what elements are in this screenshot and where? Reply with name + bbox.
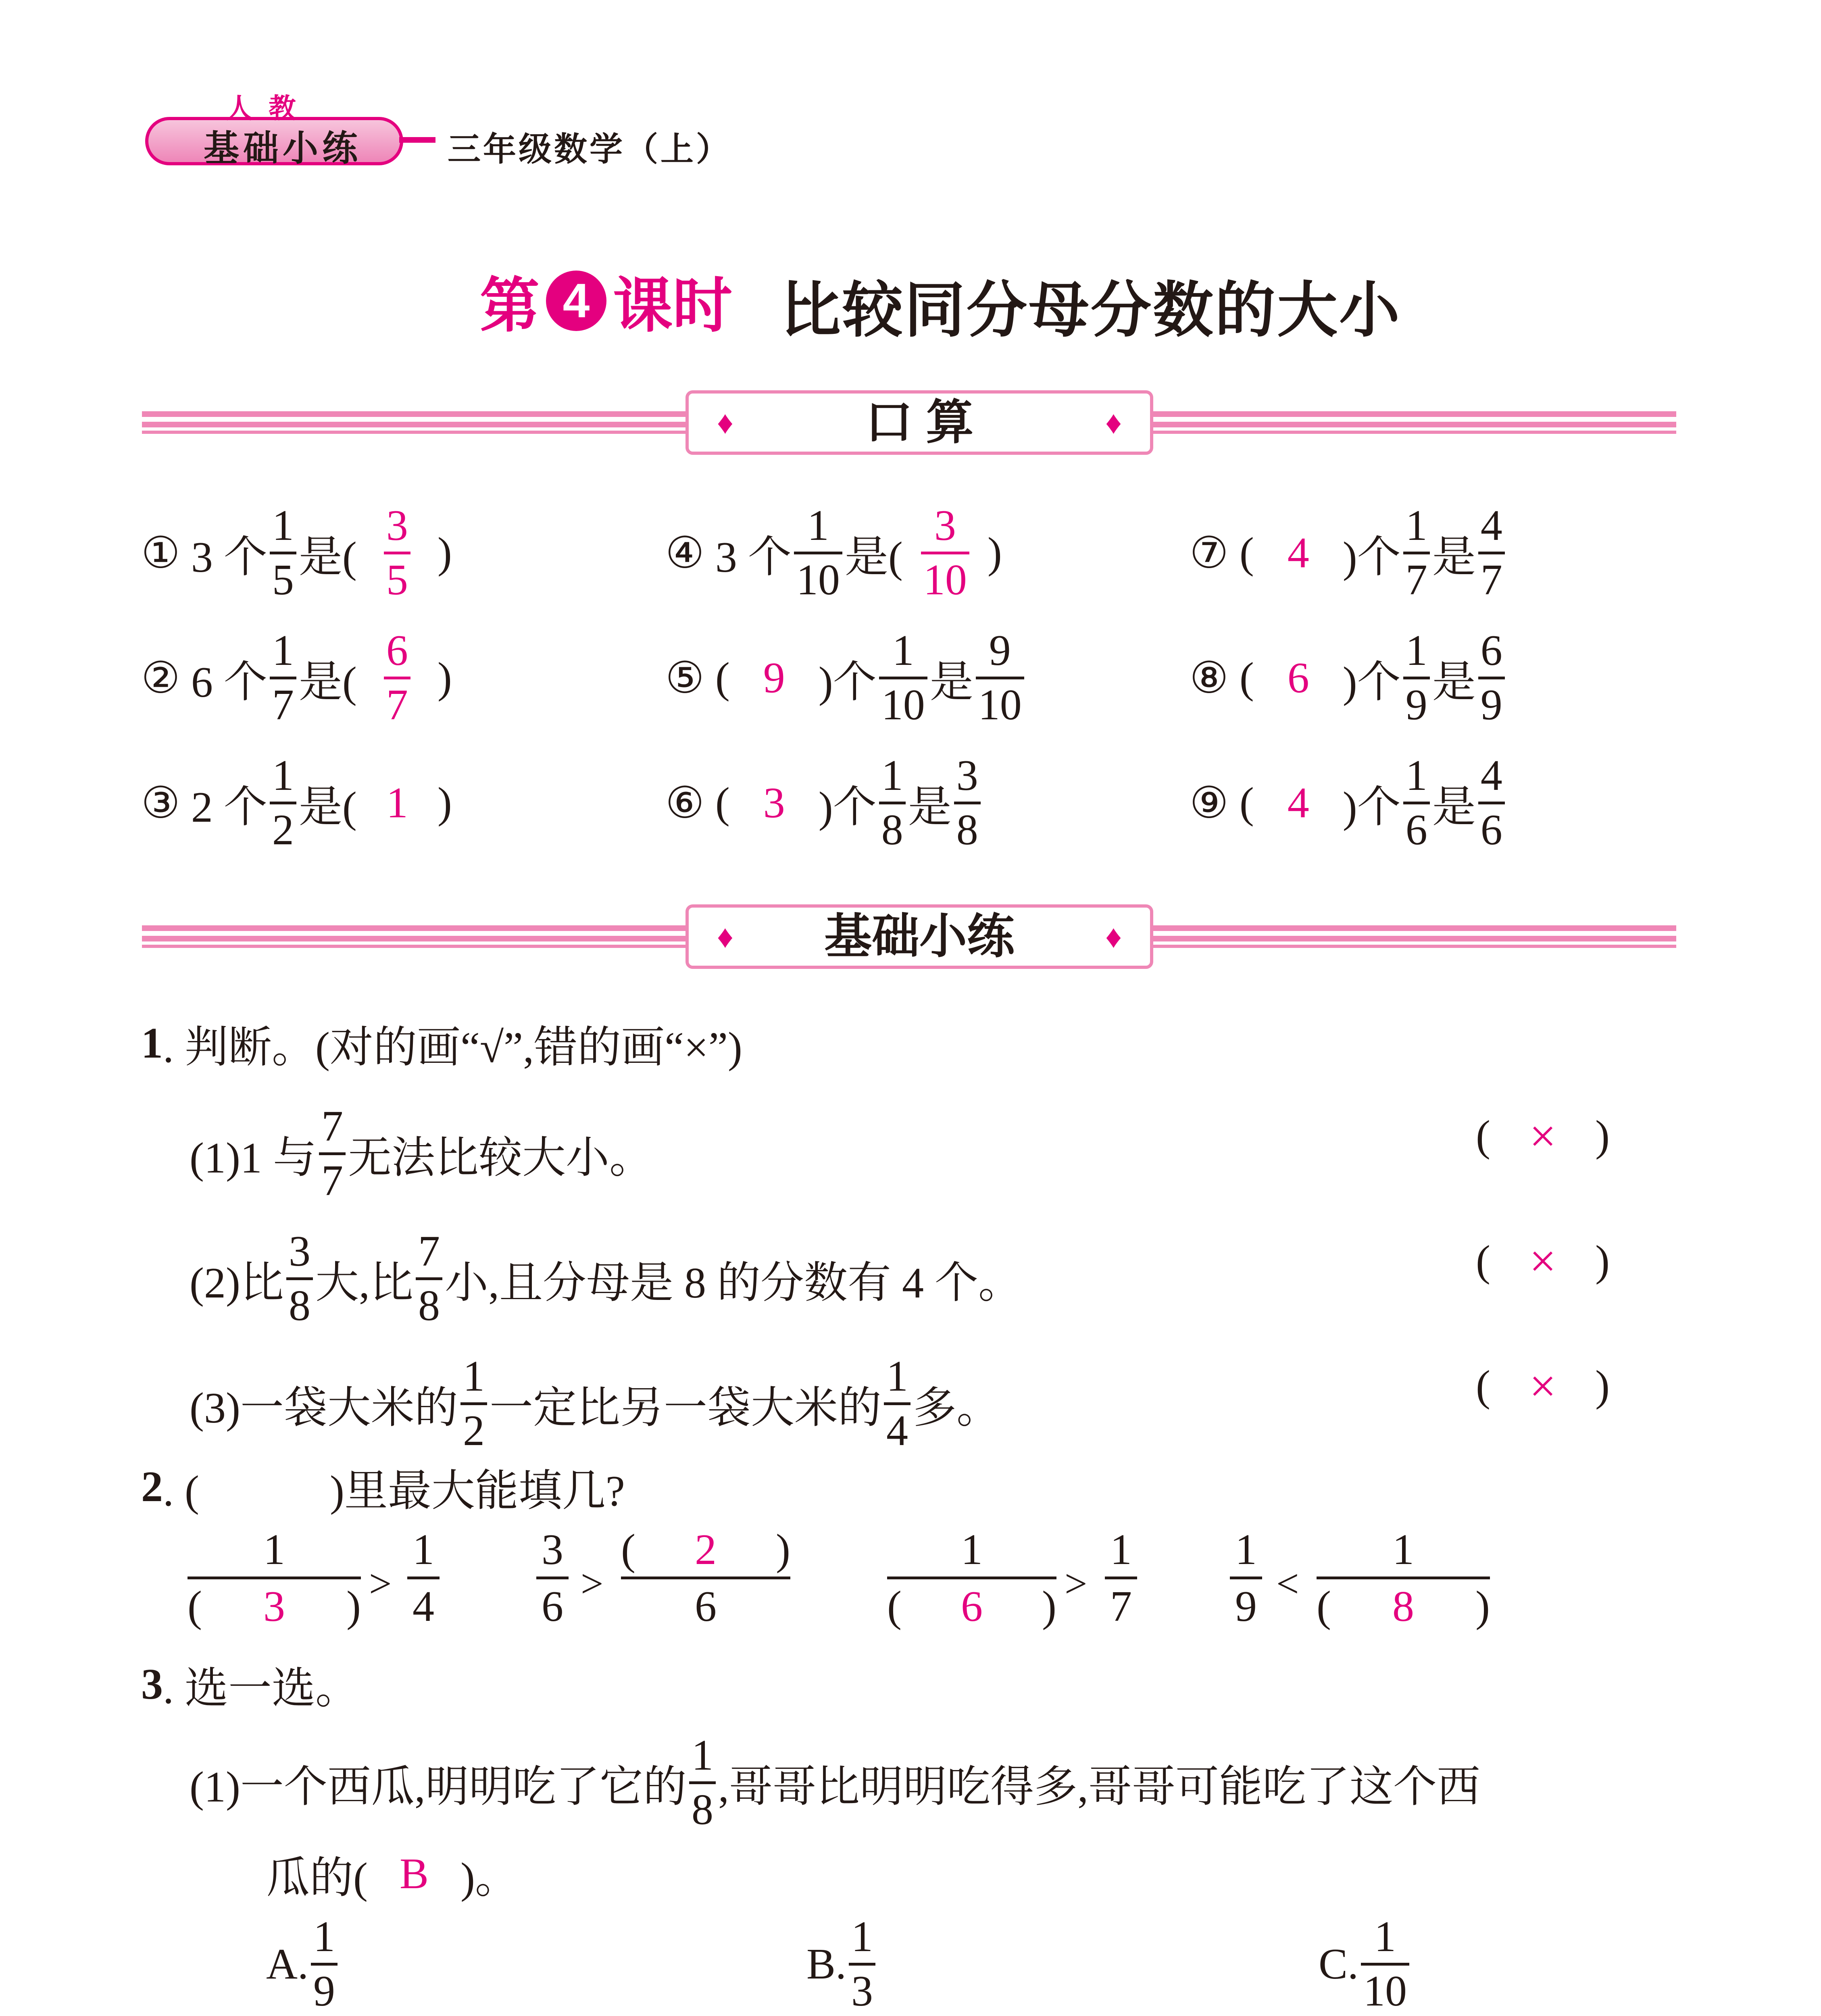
q2-4-right-frac: 1 ( 8 ) bbox=[1317, 1526, 1490, 1631]
q1-item-1: (1)1 与 $\frac{7}{7}$ 无法比较大小。 bbox=[190, 1102, 653, 1205]
oral-item-8: ⑧ ( 6 )个 $\frac{1}{9}$ 是 $\frac{6}{9}$ bbox=[1190, 629, 1507, 727]
lesson-prefix: 第 bbox=[480, 273, 540, 339]
oral-item-2: ② 6 个 $\frac{1}{7}$ 是( $\frac{6}{7}$ ) bbox=[141, 627, 452, 729]
q2-3-left-frac: 1 ( 6 ) bbox=[887, 1526, 1056, 1631]
logo-tail bbox=[399, 137, 435, 143]
section-title-practice: 基础小练 bbox=[824, 910, 1015, 963]
q3-1-option-b: B. $\frac{1}{3}$ bbox=[806, 1915, 878, 2013]
q1-answer-1: ( × ) bbox=[1476, 1110, 1610, 1162]
lesson-suffix: 课时 bbox=[613, 273, 732, 339]
q2-2-right-frac: ( 2 ) 6 bbox=[621, 1526, 790, 1631]
q2-1-operator: > bbox=[369, 1561, 392, 1606]
q1-answer-2: ( × ) bbox=[1476, 1235, 1610, 1287]
grade-label: 三年级数学（上） bbox=[448, 131, 732, 168]
oral-item-5: ⑤ ( 9 )个 $\frac{1}{10}$ 是 $\frac{9}{10}$ bbox=[665, 629, 1027, 727]
q2-2-left-frac: 3 6 bbox=[536, 1528, 569, 1633]
q2-3-operator: > bbox=[1065, 1561, 1088, 1606]
q2-4-operator: < bbox=[1276, 1561, 1299, 1606]
oral-item-3: ③ 2 个 $\frac{1}{2}$ 是( 1 ) bbox=[141, 752, 452, 854]
oral-item-7: ⑦ ( 4 )个 $\frac{1}{7}$ 是 $\frac{4}{7}$ bbox=[1190, 504, 1507, 602]
section-title-oral: 口 算 bbox=[865, 396, 974, 449]
lesson-label bbox=[480, 258, 732, 344]
page-title: 比较同分母分数的大小 bbox=[780, 276, 1402, 344]
question-1-stem: 1 . 判断。(对的画“√”,错的画“×”) bbox=[141, 1019, 742, 1072]
diamond-icon: ♦ bbox=[717, 404, 733, 440]
lesson-number: 4 bbox=[546, 271, 606, 331]
diamond-icon: ♦ bbox=[1105, 404, 1122, 440]
q3-1-option-c: C. $\frac{1}{10}$ bbox=[1319, 1915, 1412, 2013]
q2-4-left-frac: 1 9 bbox=[1230, 1528, 1262, 1633]
logo-series: 基础小练 bbox=[204, 128, 362, 168]
q3-1-option-a: A. $\frac{1}{9}$ bbox=[266, 1915, 340, 2013]
q2-1-left-frac: 1 ( 3 ) bbox=[188, 1526, 361, 1631]
oral-item-4: ④ 3 个 $\frac{1}{10}$ 是( $\frac{3}{10}$ ) bbox=[665, 502, 1002, 604]
section-badge-practice bbox=[685, 904, 1153, 969]
q1-answer-3: ( × ) bbox=[1476, 1360, 1610, 1412]
section-badge-oral bbox=[685, 390, 1153, 455]
question-3-stem: 3 . 选一选。 bbox=[141, 1660, 359, 1713]
logo-publisher: 人教 bbox=[226, 93, 312, 124]
oral-item-9: ⑨ ( 4 )个 $\frac{1}{6}$ 是 $\frac{4}{6}$ bbox=[1190, 754, 1507, 852]
question-2-stem: 2 . ( )里最大能填几? bbox=[141, 1462, 625, 1515]
q1-item-2: (2)比 $\frac{3}{8}$ 大,比 $\frac{7}{8}$ 小,且分母是 8 的分数有 4 个。 bbox=[190, 1227, 1022, 1330]
q2-2-operator: > bbox=[581, 1561, 604, 1606]
q3-part-1-blank: 瓜的( B )。 bbox=[266, 1849, 519, 1902]
oral-item-6: ⑥ ( 3 )个 $\frac{1}{8}$ 是 $\frac{3}{8}$ bbox=[665, 754, 983, 852]
q2-3-right-frac: 1 7 bbox=[1105, 1528, 1137, 1633]
q3-part-1: (1)一个西瓜,明明吃了它的 $\frac{1}{8}$ ,哥哥比明明吃得多,哥哥可能吃了这个西 bbox=[190, 1731, 1480, 1834]
q2-1-right-frac: 1 4 bbox=[407, 1528, 440, 1633]
oral-item-1: ① 3 个 $\frac{1}{5}$ 是( $\frac{3}{5}$ ) bbox=[141, 502, 452, 604]
diamond-icon: ♦ bbox=[1105, 918, 1122, 954]
diamond-icon: ♦ bbox=[717, 918, 733, 954]
q1-item-3: (3)一袋大米的 $\frac{1}{2}$ 一定比另一袋大米的 $\frac{1}{4}$ 多。 bbox=[190, 1352, 1000, 1455]
